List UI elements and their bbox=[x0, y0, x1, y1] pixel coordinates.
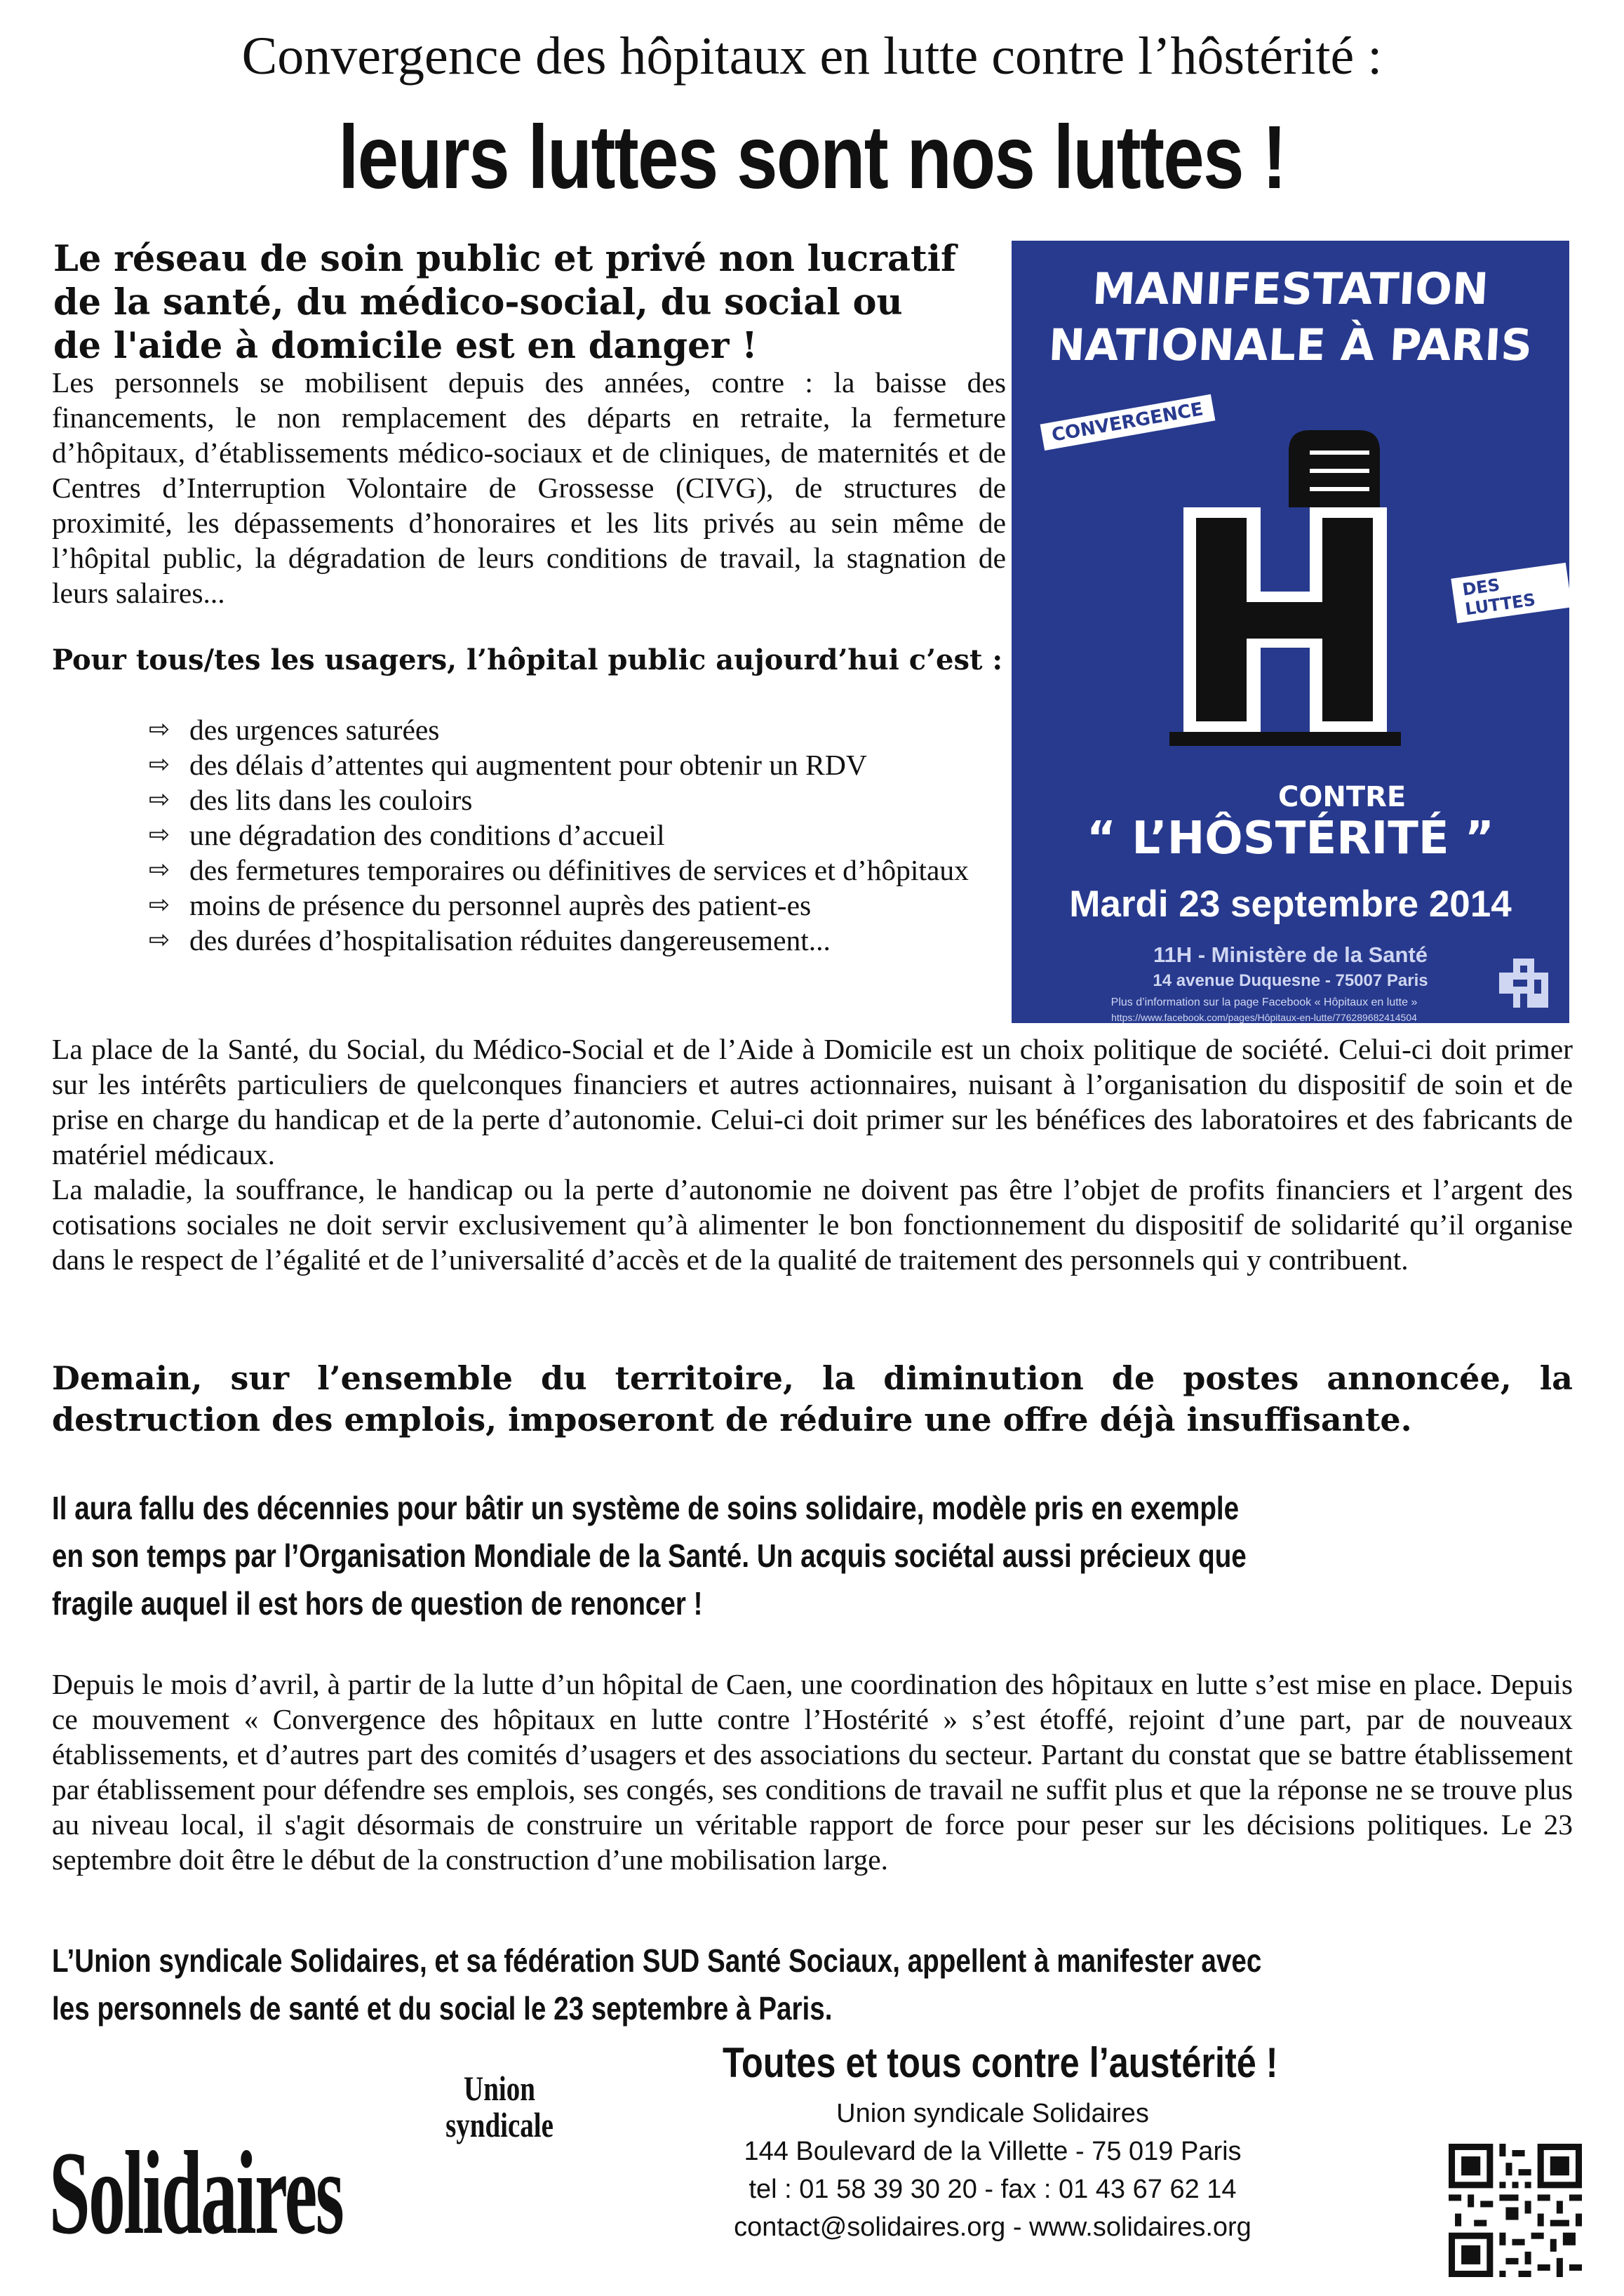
list-item-text: des durées d’hospitalisation réduites dangereusement... bbox=[189, 924, 831, 956]
intro-body: Les personnels se mobilisent depuis des années, contre : la baisse des financements, le non remplacement des départs en retraite, la fermeture d’hôpitaux, d’établissements médico-sociaux et de cliniques, de maternités et de Centres d’Interruption Volontaire de Grossesse (CIVG), de structures de proximité, les dépassements d’honoraires et les lits privés au sein même de l’hôpital public, la dégradation de leurs conditions de travail, la stagnation de leurs salaires... bbox=[52, 366, 1006, 609]
list-item bbox=[149, 782, 1005, 817]
decennies-line: en son temps par l’Organisation Mondiale de la Santé. Un acquis sociétal aussi précieux que bbox=[52, 1537, 1247, 1574]
list-item bbox=[149, 923, 1005, 958]
badge-convergence: CONVERGENCE bbox=[1040, 394, 1215, 450]
slogan: Toutes et tous contre l’austérité ! bbox=[723, 2039, 1278, 2086]
badge-luttes: DES LUTTES bbox=[1451, 563, 1569, 623]
list-item bbox=[149, 853, 1005, 888]
poster-info: Plus d’information sur la page Facebook « Hôpitaux en lutte » bbox=[1110, 996, 1418, 1008]
paragraph-appel bbox=[52, 1937, 1573, 2032]
arrow-right-icon: ⇨ bbox=[149, 820, 170, 849]
paragraph-depuis: Depuis le mois d’avril, à partir de la lutte d’un hôpital de Caen, une coordination des hôpitaux en lutte s’est mise en place. Depuis ce mouvement « Convergence des hôpitaux en lutte contre l’Hostérité » s’est étoffé, rejoint d’une part, par de nouveaux établissements, et d’autres part des comités d’usagers et des associations du secteur. Partant du constat que se battre établissement par établissement pour défendre ses emplois, ses congés, ses conditions de travail ne suffit plus et que la réponse ne se trouve plus au niveau local, il s'agit désormais de construire un véritable rapport de force pour peser sur les décisions politiques. Le 23 septembre doit être le début de la construction d’une mobilisation large. bbox=[52, 1668, 1573, 1876]
paragraph-decennies bbox=[52, 1484, 1573, 1627]
poster-title-line: NATIONALE À PARIS bbox=[1047, 319, 1534, 371]
poster-contre: CONTRE bbox=[1278, 781, 1407, 813]
list-item bbox=[149, 888, 1005, 923]
event-poster bbox=[1012, 241, 1569, 1023]
list-item-text: des délais d’attentes qui augmentent pour obtenir un RDV bbox=[189, 749, 867, 781]
appel-line: L’Union syndicale Solidaires, et sa fédération SUD Santé Sociaux, appellent à manifester avec bbox=[52, 1942, 1262, 1979]
list-item-text: des urgences saturées bbox=[189, 714, 440, 746]
intro-heading-line: de l'aide à domicile est en danger ! bbox=[53, 325, 758, 367]
decennies-line: Il aura fallu des décennies pour bâtir un système de soins solidaire, modèle pris en exemple bbox=[52, 1490, 1240, 1526]
arrow-right-icon: ⇨ bbox=[149, 926, 170, 954]
poster-hosterite: “ L’HÔSTÉRITÉ ” bbox=[1087, 813, 1494, 865]
intro-heading bbox=[53, 237, 1007, 368]
poster-qr-code-icon bbox=[1499, 959, 1548, 1008]
poster-date: Mardi 23 septembre 2014 bbox=[1069, 883, 1512, 925]
usagers-list bbox=[149, 712, 1005, 958]
poster-address: 14 avenue Duquesne - 75007 Paris bbox=[1153, 971, 1428, 990]
list-item-text: des lits dans les couloirs bbox=[189, 784, 473, 816]
intro-heading-line: Le réseau de soin public et privé non lucratif bbox=[53, 238, 956, 280]
arrow-right-icon: ⇨ bbox=[149, 785, 170, 814]
contact-line: tel : 01 58 39 30 20 - fax : 01 43 67 62 14 bbox=[749, 2175, 1237, 2204]
contact-line: contact@solidaires.org - www.solidaires.org bbox=[734, 2212, 1251, 2242]
solidaires-logo: Solidaires bbox=[49, 2127, 343, 2259]
arrow-right-icon: ⇨ bbox=[149, 715, 170, 744]
subtitle: Convergence des hôpitaux en lutte contre l’hôstérité : bbox=[241, 27, 1383, 86]
qr-code-icon bbox=[1449, 2144, 1582, 2277]
intro-heading-line: de la santé, du médico-social, du social ou bbox=[53, 281, 903, 323]
arrow-right-icon: ⇨ bbox=[149, 750, 170, 779]
list-item bbox=[149, 712, 1005, 747]
contact-line: Union syndicale Solidaires bbox=[836, 2099, 1149, 2128]
list-item-text: une dégradation des conditions d’accueil bbox=[189, 819, 665, 851]
appel-line: les personnels de santé et du social le 23 septembre à Paris. bbox=[52, 1990, 833, 2027]
usagers-heading: Pour tous/tes les usagers, l’hôpital public aujourd’hui c’est : bbox=[52, 643, 1003, 676]
poster-url: https://www.facebook.com/pages/Hôpitaux-en-lutte/776289682414504 bbox=[1111, 1012, 1417, 1023]
hospital-h-fist-icon bbox=[1169, 402, 1401, 767]
contact-block bbox=[656, 2095, 1329, 2246]
arrow-right-icon: ⇨ bbox=[149, 855, 170, 884]
list-item bbox=[149, 747, 1005, 782]
poster-title-line: MANIFESTATION bbox=[1091, 263, 1490, 314]
logo-union-text: Union syndicale bbox=[445, 2069, 553, 2144]
paragraph-place: La place de la Santé, du Social, du Médico-Social et de l’Aide à Domicile est un choix politique de société. Celui-ci doit primer sur les intérêts particuliers de quelconques financiers et autres actionnaires, nuisant à l’organisation du dispositif de soin et de prise en charge du handicap et de la perte d’autonomie. Celui-ci doit primer sur les bénéfices des laboratoires et des fabricants de matériel médicaux. bbox=[52, 1033, 1573, 1170]
list-item-text: des fermetures temporaires ou définitives de services et d’hôpitaux bbox=[189, 854, 969, 886]
poster-time-place: 11H - Ministère de la Santé bbox=[1153, 942, 1428, 967]
headline: leurs luttes sont nos luttes ! bbox=[338, 107, 1286, 208]
decennies-line: fragile auquel il est hors de question de renoncer ! bbox=[52, 1585, 703, 1622]
contact-line: 144 Boulevard de la Villette - 75 019 Paris bbox=[744, 2137, 1242, 2166]
list-item bbox=[149, 817, 1005, 853]
paragraph-demain: Demain, sur l’ensemble du territoire, la diminution de postes annoncée, la destruction des emplois, imposeront de réduire une offre déjà insuffisante. bbox=[52, 1359, 1573, 1439]
paragraph-maladie: La maladie, la souffrance, le handicap ou la perte d’autonomie ne doivent pas être l’objet de profits financiers et l’argent des cotisations sociales ne doit servir exclusivement qu’à alimenter le bon fonctionnement du dispositif de solidarité qu’il organise dans le respect de l’égalité et de l’universalité d’accès et de la qualité de traitement des personnels qui y contribuent. bbox=[52, 1173, 1573, 1276]
list-item-text: moins de présence du personnel auprès des patient-es bbox=[189, 889, 812, 921]
arrow-right-icon: ⇨ bbox=[149, 890, 170, 919]
